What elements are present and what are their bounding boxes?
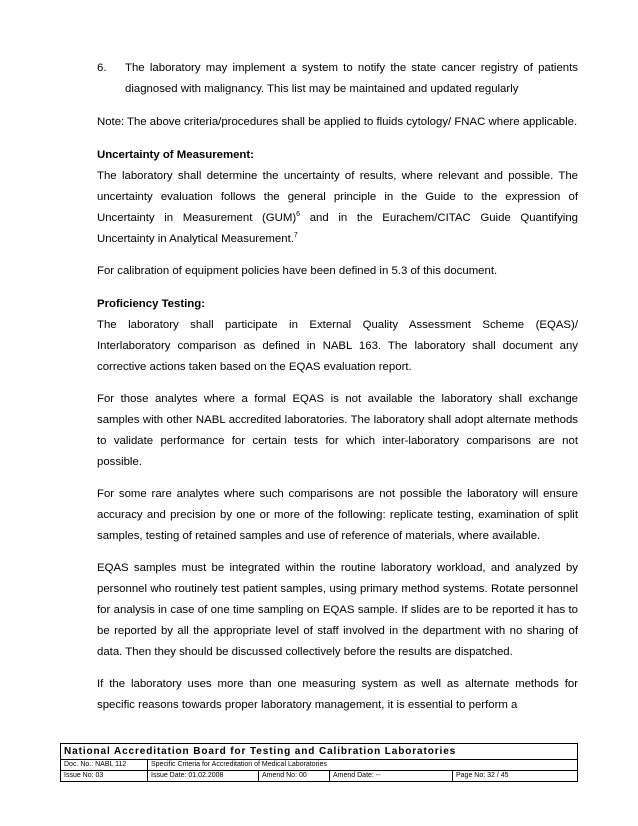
note-label: Note: — [97, 116, 125, 128]
list-item-text: The laboratory may implement a system to notify the state cancer registry of patients diagnosed with malignancy. This list may be maintained and updated regularly — [125, 62, 578, 95]
note-text: The above criteria/procedures shall be applied to fluids cytology/ FNAC where applicable. — [127, 116, 578, 128]
proficiency-paragraph-2: For those analytes where a formal EQAS is not available the laboratory shall exchange samples with other NABL accredited laboratories. The laboratory shall adopt alternate methods to validate performance for certain tests for which inter-laboratory comparisons are not possible. — [97, 393, 578, 468]
uncertainty-text-a: The laboratory shall determine the uncertainty of results, where relevant and possible. The uncertainty evaluation follows the general principle in the Guide to the expression of Uncertainty in Measurement (GUM) — [97, 170, 578, 224]
footer-amend-date: Amend Date: -- — [330, 771, 453, 781]
footer-doc-no: Doc. No.: NABL 112 — [61, 760, 148, 770]
list-item-number: 6. — [97, 62, 107, 74]
uncertainty-paragraph — [97, 166, 578, 250]
footer-row-doc — [61, 760, 577, 771]
footer-page-no: Page No: 32 / 45 — [456, 772, 509, 779]
footer-title: National Accreditation Board for Testing and Calibration Laboratories — [61, 744, 577, 760]
list-item-6 — [97, 58, 578, 100]
footer-issue-date: Issue Date: 01.02.2008 — [148, 771, 259, 781]
calibration-paragraph: For calibration of equipment policies have been defined in 5.3 of this document. — [97, 265, 498, 277]
reference-7: 7 — [293, 232, 298, 240]
uncertainty-text-b: and in the Eurachem/CITAC Guide Quantifying Uncertainty in Analytical Measurement. — [97, 212, 578, 245]
proficiency-paragraph-1: The laboratory shall participate in External Quality Assessment Scheme (EQAS)/ Interlaboratory comparison as defined in NABL 163. The laboratory shall document any corrective actions taken based on the EQAS evaluation report. — [97, 319, 578, 373]
note — [97, 112, 578, 133]
proficiency-paragraph-5: If the laboratory uses more than one measuring system as well as alternate methods for specific reasons towards proper laboratory management, it is essential to perform a — [97, 678, 578, 711]
document-footer — [60, 743, 578, 782]
proficiency-paragraph-3: For some rare analytes where such comparisons are not possible the laboratory will ensure accuracy and precision by one or more of the following: replicate testing, examination of split samples, testing of retained samples and use of reference of materials, where available. — [97, 488, 578, 542]
footer-row-issue — [61, 771, 577, 781]
footer-issue-no: Issue No: 03 — [61, 771, 148, 781]
reference-6: 6 — [296, 211, 301, 219]
footer-amend-no: Amend No: 00 — [259, 771, 330, 781]
uncertainty-heading: Uncertainty of Measurement: — [97, 149, 254, 161]
proficiency-heading: Proficiency Testing: — [97, 298, 206, 310]
footer-doc-title: Specific Criteria for Accreditation of Medical Laboratories — [151, 761, 327, 768]
page-content — [97, 58, 578, 716]
proficiency-paragraph-4: EQAS samples must be integrated within the routine laboratory workload, and analyzed by personnel who routinely test patient samples, using primary method systems. Rotate personnel for analysis in case of one time sampling on EQAS sample. If slides are to be reported it has to be reported by all the appropriate level of staff involved in the department with no sharing of data. Then they should be discussed collectively before the results are dispatched. — [97, 562, 578, 658]
